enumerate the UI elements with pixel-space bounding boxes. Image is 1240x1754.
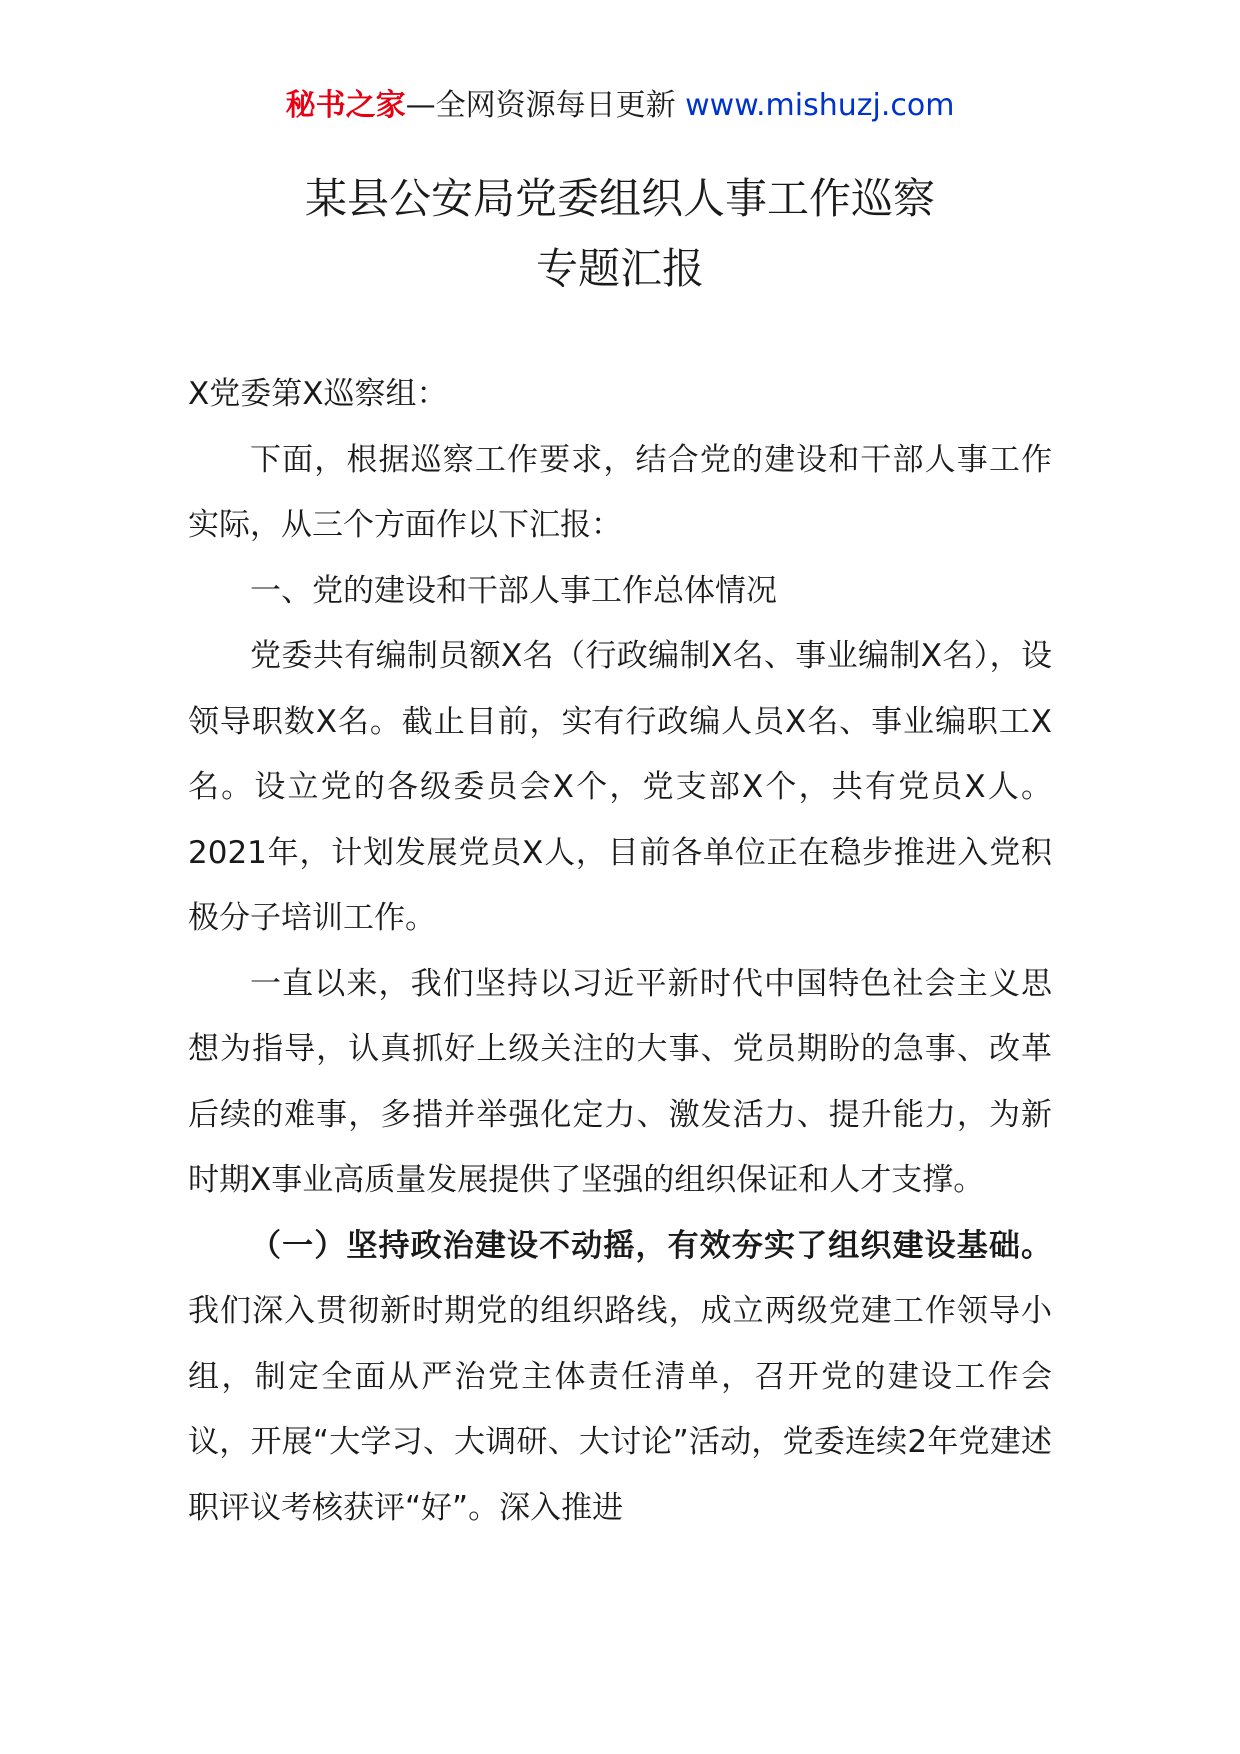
banner-tagline: —全网资源每日更新 (405, 88, 676, 123)
subsection-heading-1: （一）坚持政治建设不动摇，有效夯实了组织建设基础。 (250, 1227, 1052, 1264)
title-line-2: 专题汇报 (535, 244, 704, 293)
website-link[interactable]: www.mishuzj.com (685, 88, 955, 123)
section-heading-1: 一、党的建设和干部人事工作总体情况 (250, 572, 777, 609)
site-banner (0, 86, 1240, 126)
title-line-1: 某县公安局党委组织人事工作巡察 (304, 174, 935, 223)
guidance-paragraph: 一直以来，我们坚持以习近平新时代中国特色社会主义思想为指导，认真抓好上级关注的大事、党员期盼的急事、改革后续的难事，多措并举强化定力、激发活力、提升能力，为新时期X事业高质量发展提供了坚强的组织保证和人才支撑。 (188, 965, 1052, 1198)
brand-name: 秘书之家 (285, 88, 406, 123)
document-body (188, 362, 1052, 1541)
subsection-paragraph-1 (188, 1214, 1052, 1542)
salutation: X党委第X巡察组： (188, 376, 448, 412)
subsection-text-1: 我们深入贯彻新时期党的组织路线，成立两级党建工作领导小组，制定全面从严治党主体责任清单，召开党的建设工作会议，开展“大学习、大调研、大讨论”活动，党委连续2年党建述职评议考核获评“好”。深入推进 (188, 1293, 1052, 1526)
staffing-paragraph: 党委共有编制员额X名（行政编制X名、事业编制X名），设领导职数X名。截止目前，实有行政编人员X名、事业编职工X名。设立党的各级委员会X个，党支部X个，共有党员X人。2021年，计划发展党员X人，目前各单位正在稳步推进入党积极分子培训工作。 (188, 638, 1052, 936)
document-title (0, 164, 1240, 304)
intro-paragraph: 下面，根据巡察工作要求，结合党的建设和干部人事工作实际，从三个方面作以下汇报： (188, 441, 1052, 543)
